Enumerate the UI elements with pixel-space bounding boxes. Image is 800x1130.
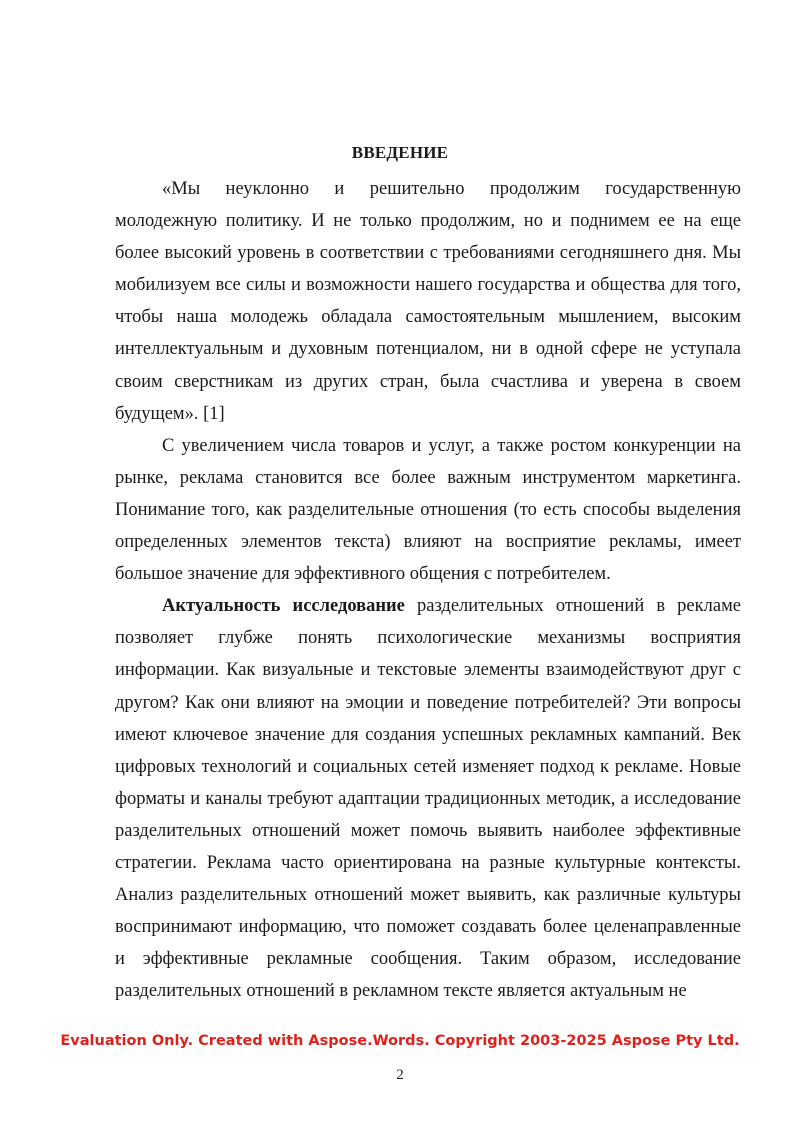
paragraph-text: С увеличением числа товаров и услуг, а также ростом конкуренции на рынке, реклама становится все более важным инструментом маркетинга. Понимание того, как разделительные отношения (то есть способы выделения определенных элементов текста) влияют на восприятие рекламы, имеет большое значение для эффективного общения с потребителем. — [115, 435, 741, 585]
paragraph-text: разделительных отношений в рекламе позволяет глубже понять психологические механизмы восприятия информации. Как визуальные и текстовые элементы взаимодействуют друг с другом? Как они влияют на эмоции и поведение потребителей? Эти вопросы имеют ключевое значение для создания успешных рекламных кампаний. Век цифровых технологий и социальных сетей изменяет подход к рекламе. Новые форматы и каналы требуют адаптации традиционных методик, а исследование разделительных отношений может помочь выявить наиболее эффективные стратегии. Реклама часто ориентирована на разные культурные контексты. Анализ разделительных отношений может выявить, как различные культуры воспринимают информацию, что поможет создавать более целенаправленные и эффективные рекламные сообщения. Таким образом, исследование разделительных отношений в рекламном тексте является актуальным не — [115, 596, 741, 1002]
paragraph-advertising — [115, 430, 741, 590]
paragraph-quote — [115, 173, 741, 430]
section-title: ВВЕДЕНИЕ — [351, 143, 449, 162]
evaluation-watermark: Evaluation Only. Created with Aspose.Words. Copyright 2003-2025 Aspose Pty Ltd. — [60, 1033, 740, 1049]
document-body — [115, 173, 741, 1007]
paragraph-text: «Мы неуклонно и решительно продолжим государственную молодежную политику. И не только продолжим, но и поднимем ее на еще более высокий уровень в соответствии с требованиями сегодняшнего дня. Мы мобилизуем все силы и возможности нашего государства и общества для того, чтобы наша молодежь обладала самостоятельным мышлением, высоким интеллектуальным и духовным потенциалом, ни в одной сфере не уступала своим сверстникам из других стран, была счастлива и уверена в своем будущем». [1] — [115, 179, 741, 424]
paragraph-relevance — [115, 590, 741, 1007]
bold-lead: Актуальность исследование — [162, 596, 405, 617]
page-number: 2 — [396, 1067, 404, 1083]
